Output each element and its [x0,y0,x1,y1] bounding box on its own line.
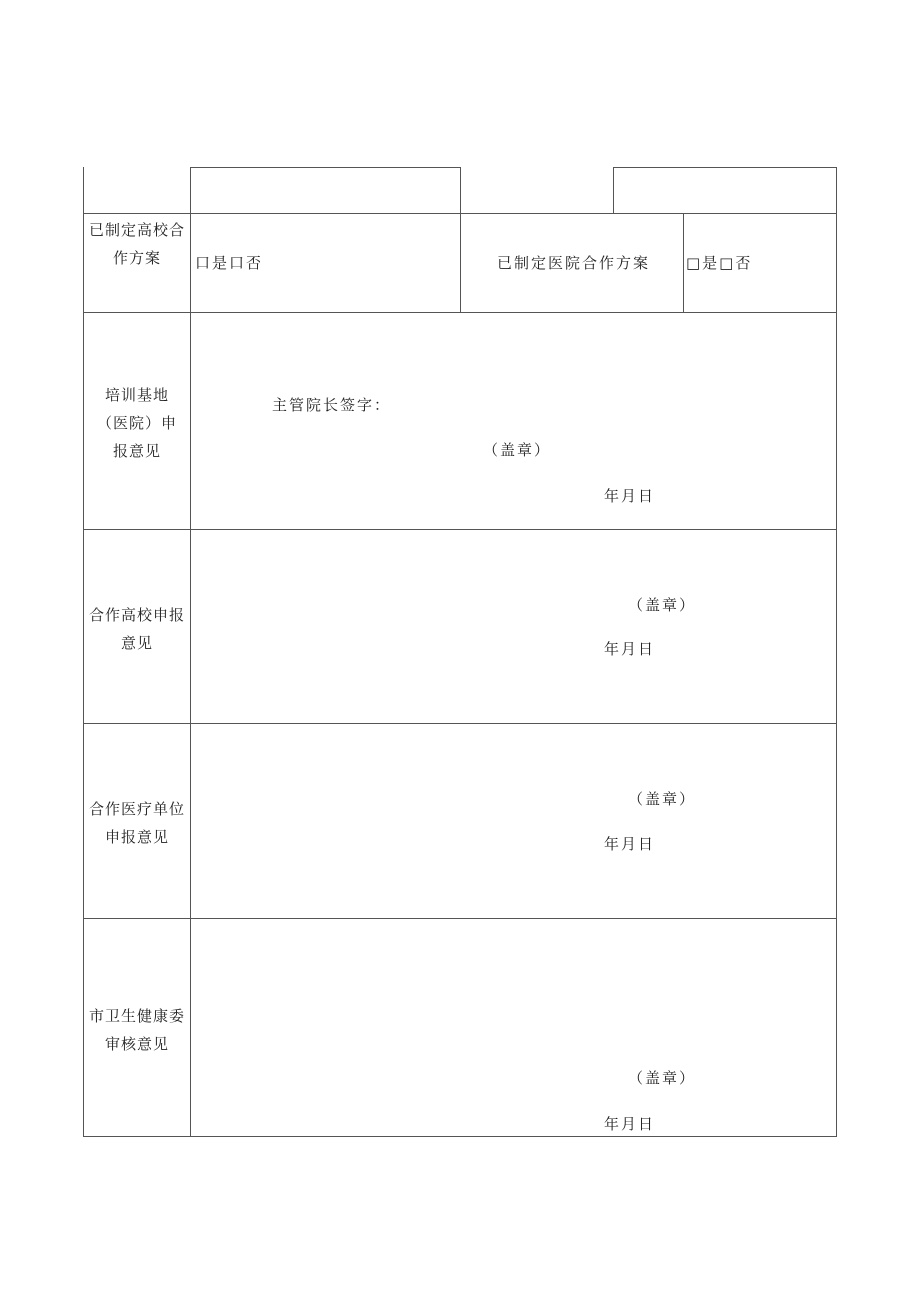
school-date-label: 年月日 [604,640,656,658]
medical-seal-label: （盖章） [628,790,697,808]
border-top-segment-1 [190,167,461,168]
base-date-label: 年月日 [604,487,656,505]
divider-hospital-options [683,213,684,313]
commission-seal-label: （盖章） [628,1069,697,1087]
divider-top-right [613,167,614,213]
row-divider-4 [83,723,837,724]
hospital-plan-label: 已制定医院合作方案 [497,254,651,272]
row-divider-5 [83,918,837,919]
school-plan-options[interactable]: 口是口否 [195,254,264,272]
divider-top-mid [460,167,461,313]
border-bottom [83,1136,837,1137]
school-plan-label: 已制定高校合作方案 [88,221,185,267]
base-opinion-label: 培训基地（医院）申报意见 [96,386,177,460]
commission-date-label: 年月日 [604,1115,656,1133]
hospital-plan-options[interactable]: □是□否 [686,254,753,272]
school-seal-label: （盖章） [628,596,697,614]
school-opinion-label: 合作高校申报意见 [88,606,185,652]
medical-opinion-label: 合作医疗单位申报意见 [88,800,185,846]
base-seal-label: （盖章） [483,441,552,459]
row-divider-1 [83,213,837,214]
medical-date-label: 年月日 [604,835,656,853]
row-divider-3 [83,529,837,530]
row-divider-2 [83,312,837,313]
border-top-segment-2 [613,167,837,168]
director-signature-label: 主管院长签字： [272,396,392,414]
commission-opinion-label: 市卫生健康委审核意见 [88,1007,185,1053]
